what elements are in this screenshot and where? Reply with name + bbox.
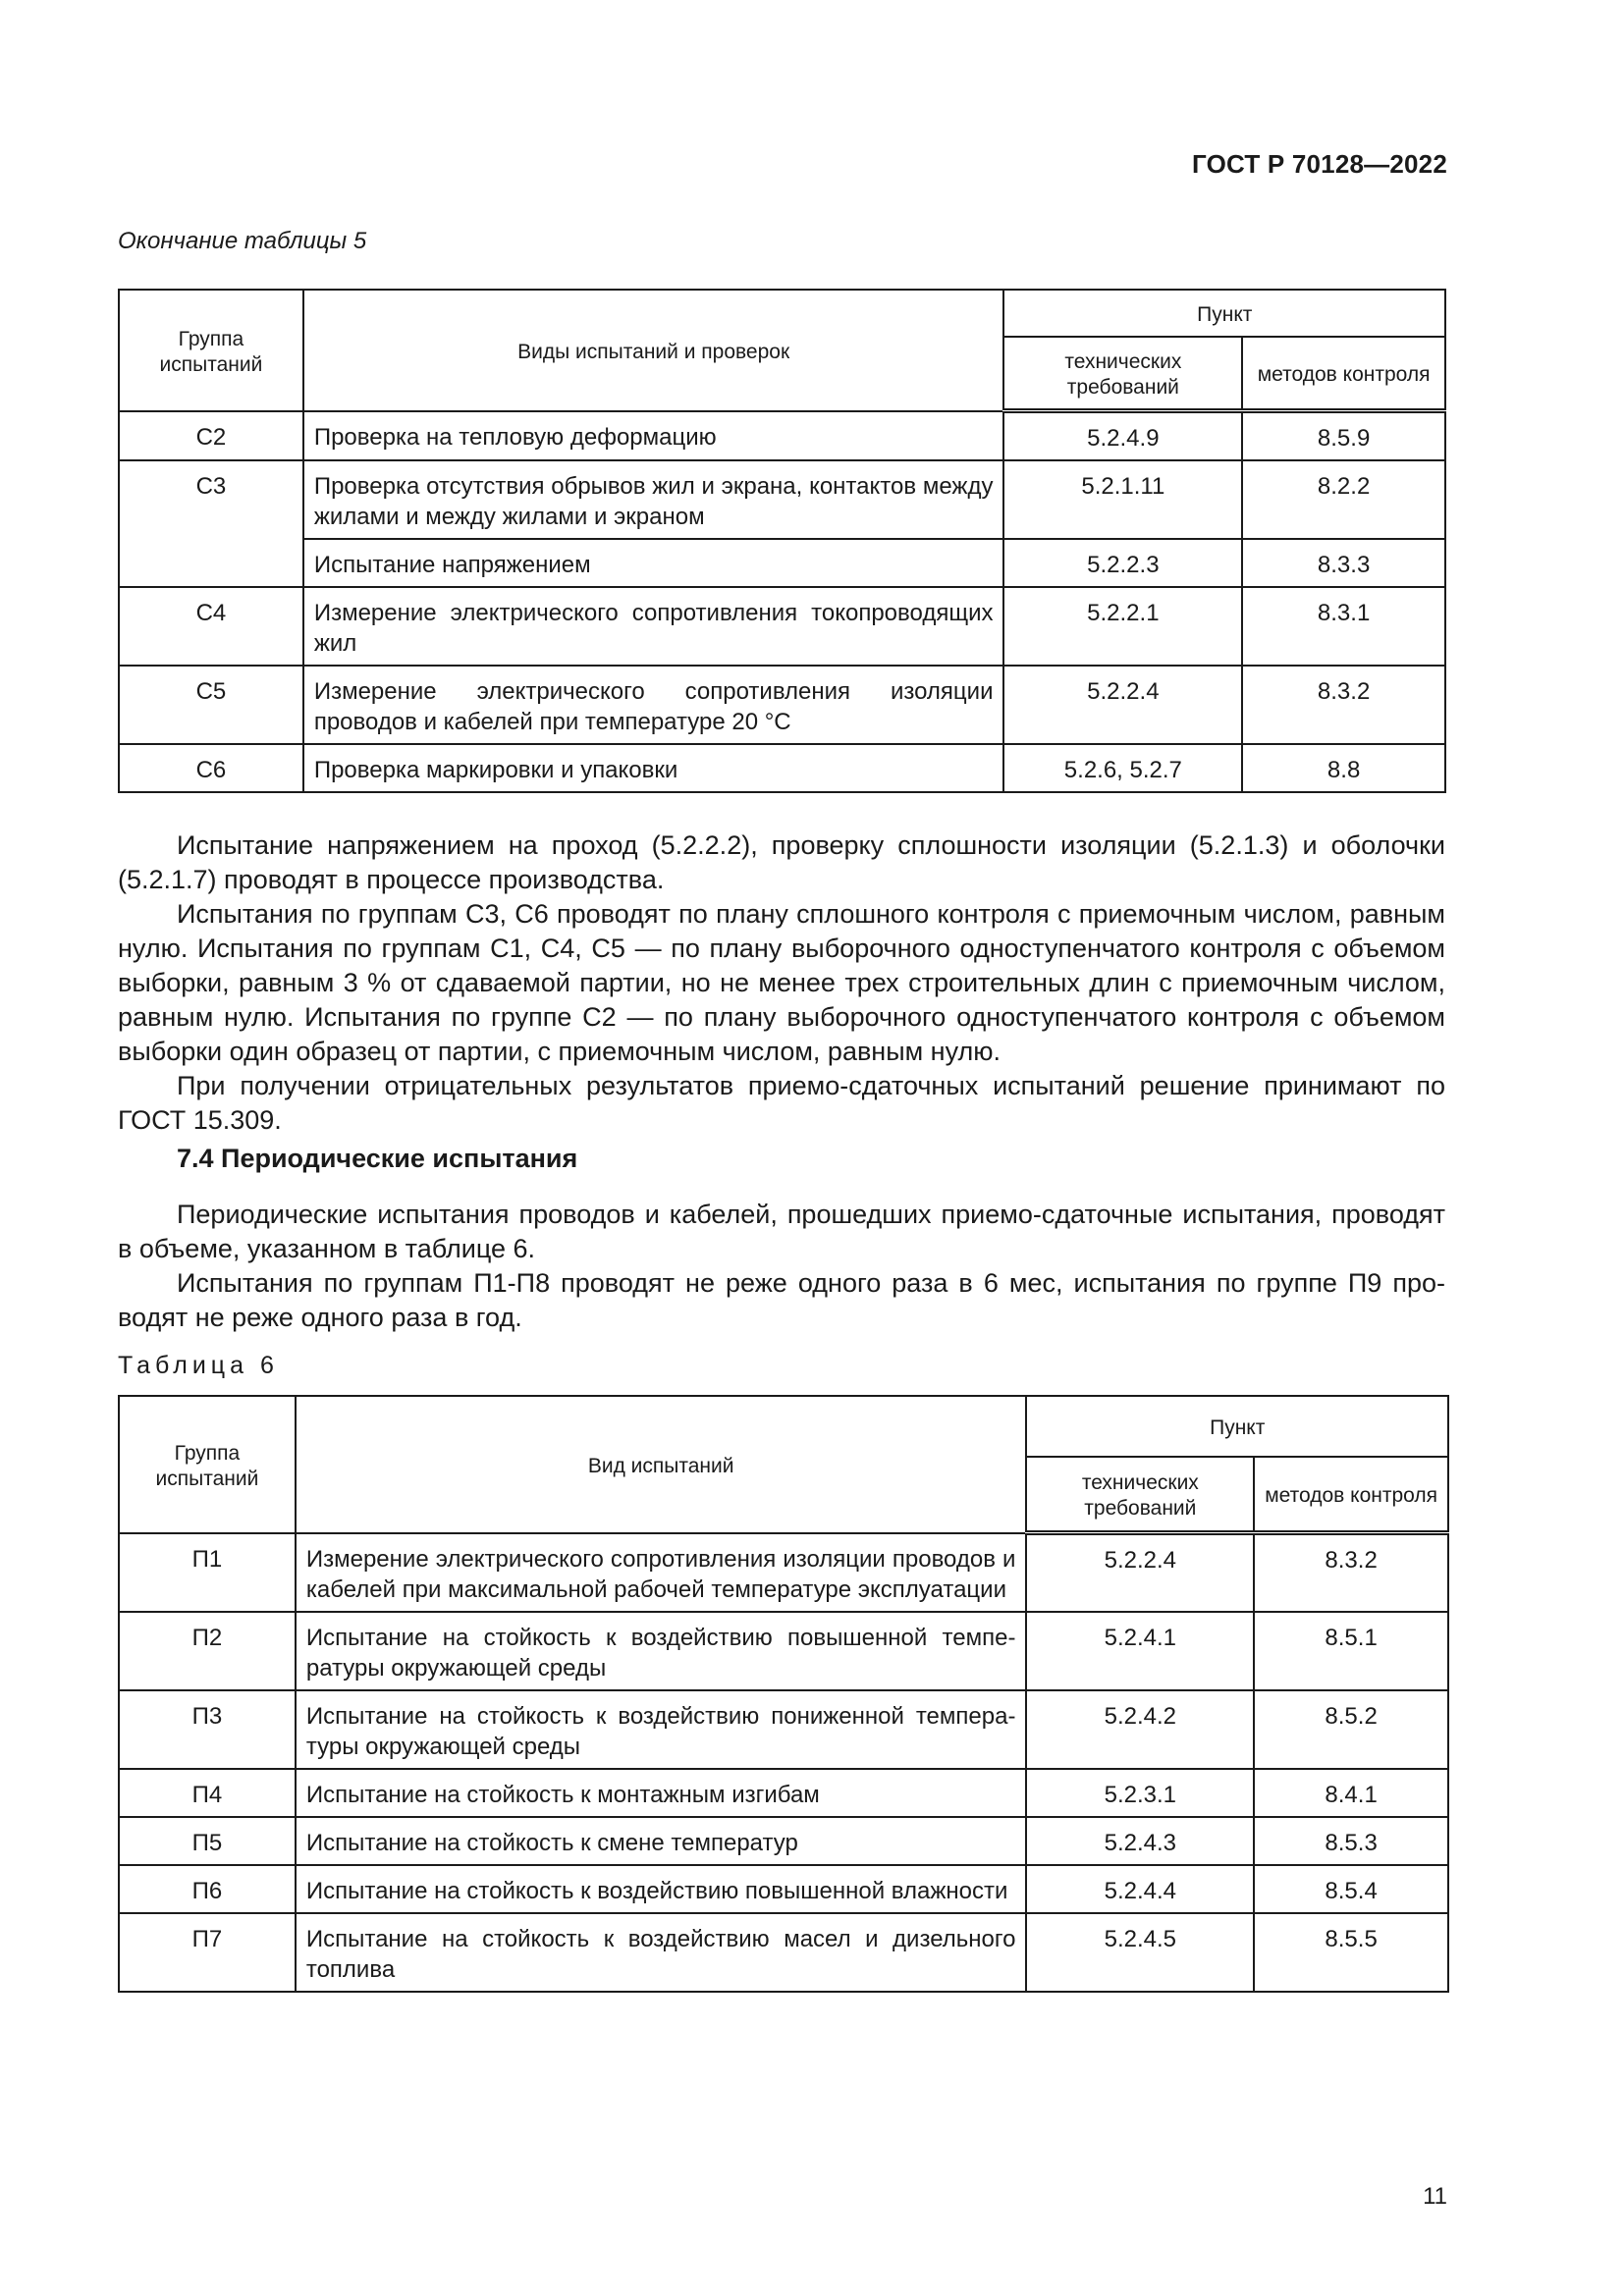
cell-kind: Проверка отсутствия обрывов жил и экрана, контактов между жилами и между жилами и экраном — [303, 460, 1004, 539]
cell-kind: Испытание на стойкость к воздействию повышенной температуры окружающей среды — [296, 1612, 1027, 1690]
header-kind: Виды испытаний и проверок — [303, 290, 1004, 411]
cell-tech: 5.2.2.1 — [1003, 587, 1242, 666]
cell-tech: 5.2.2.4 — [1026, 1533, 1254, 1612]
cell-group: П7 — [119, 1913, 296, 1992]
cell-kind: Испытание на стойкость к смене температур — [296, 1817, 1027, 1865]
table-row — [119, 1533, 1448, 1612]
document-code: ГОСТ Р 70128—2022 — [1192, 149, 1447, 179]
table-row — [119, 1769, 1448, 1817]
cell-kind: Измерение электрического сопротивления изоляции проводов и кабелей при максимальной рабочей температуре эксплуатации — [296, 1533, 1027, 1612]
section-heading: 7.4 Периодические испытания — [177, 1144, 578, 1173]
cell-kind: Измерение электрического сопротивления токопроводящих жил — [303, 587, 1004, 666]
header-group: Группа испытаний — [119, 1396, 296, 1533]
cell-group: С4 — [119, 587, 303, 666]
table-row — [119, 539, 1445, 587]
header-method: методов контроля — [1254, 1457, 1448, 1533]
table-row — [119, 460, 1445, 539]
cell-method: 8.2.2 — [1242, 460, 1445, 539]
cell-method: 8.3.1 — [1242, 587, 1445, 666]
cell-method: 8.5.3 — [1254, 1817, 1448, 1865]
table6-label: Таблица 6 — [118, 1352, 279, 1379]
cell-group: П4 — [119, 1769, 296, 1817]
table-row — [119, 587, 1445, 666]
cell-method: 8.3.3 — [1242, 539, 1445, 587]
header-kind: Вид испытаний — [296, 1396, 1027, 1533]
header-item: Пункт — [1003, 290, 1445, 337]
cell-group: П1 — [119, 1533, 296, 1612]
paragraphs-acceptance — [118, 828, 1445, 1138]
cell-group: П2 — [119, 1612, 296, 1690]
table-5 — [118, 289, 1446, 793]
cell-tech: 5.2.4.4 — [1026, 1865, 1254, 1913]
cell-group: С3 — [119, 460, 303, 587]
cell-kind: Испытание на стойкость к воздействию повышенной влажности — [296, 1865, 1027, 1913]
cell-method: 8.5.5 — [1254, 1913, 1448, 1992]
cell-method: 8.3.2 — [1254, 1533, 1448, 1612]
cell-kind: Измерение электрического сопротивления изоляции проводов и кабелей при температуре 20 °С — [303, 666, 1004, 744]
header-method: методов контроля — [1242, 337, 1445, 411]
cell-tech: 5.2.4.1 — [1026, 1612, 1254, 1690]
header-tech: технических требований — [1003, 337, 1242, 411]
cell-method: 8.3.2 — [1242, 666, 1445, 744]
header-item: Пункт — [1026, 1396, 1448, 1457]
cell-group: П5 — [119, 1817, 296, 1865]
cell-tech: 5.2.2.3 — [1003, 539, 1242, 587]
cell-group: С2 — [119, 411, 303, 461]
cell-kind: Проверка маркировки и упаковки — [303, 744, 1004, 792]
cell-tech: 5.2.4.5 — [1026, 1913, 1254, 1992]
cell-group: С6 — [119, 744, 303, 792]
paragraphs-periodic — [118, 1198, 1445, 1335]
cell-kind: Испытание на стойкость к воздействию пониженной температуры окружающей среды — [296, 1690, 1027, 1769]
cell-group: П6 — [119, 1865, 296, 1913]
cell-kind: Испытание на стойкость к воздействию масел и дизельного топлива — [296, 1913, 1027, 1992]
cell-group: С5 — [119, 666, 303, 744]
table5-caption: Окончание таблицы 5 — [118, 228, 367, 254]
header-tech: технических требований — [1026, 1457, 1254, 1533]
paragraph: Испытание напряжением на проход (5.2.2.2), проверку сплошности изоляции (5.2.1.3) и оболочки (5.2.1.7) проводят в процессе производства. — [118, 830, 1445, 894]
paragraph: При получении отрицательных результатов приемо-сдаточных испытаний решение принимают по ГОСТ 15.309. — [118, 1071, 1445, 1135]
cell-method: 8.5.4 — [1254, 1865, 1448, 1913]
cell-tech: 5.2.4.2 — [1026, 1690, 1254, 1769]
cell-tech: 5.2.3.1 — [1026, 1769, 1254, 1817]
cell-tech: 5.2.6, 5.2.7 — [1003, 744, 1242, 792]
table-row — [119, 1913, 1448, 1992]
table-row — [119, 1865, 1448, 1913]
table-row — [119, 666, 1445, 744]
cell-group: П3 — [119, 1690, 296, 1769]
table-row — [119, 1817, 1448, 1865]
paragraph: Испытания по группам П1-П8 проводят не реже одного раза в 6 мес, испытания по группе П9 проводят не реже одного раза в год. — [118, 1268, 1445, 1332]
cell-tech: 5.2.4.3 — [1026, 1817, 1254, 1865]
cell-kind: Проверка на тепловую деформацию — [303, 411, 1004, 461]
table-6 — [118, 1395, 1449, 1993]
cell-method: 8.5.1 — [1254, 1612, 1448, 1690]
table-row — [119, 411, 1445, 461]
cell-tech: 5.2.2.4 — [1003, 666, 1242, 744]
cell-method: 8.5.2 — [1254, 1690, 1448, 1769]
cell-method: 8.4.1 — [1254, 1769, 1448, 1817]
cell-tech: 5.2.1.11 — [1003, 460, 1242, 539]
table-row — [119, 1690, 1448, 1769]
cell-method: 8.8 — [1242, 744, 1445, 792]
table-row — [119, 744, 1445, 792]
cell-kind: Испытание напряжением — [303, 539, 1004, 587]
paragraph: Испытания по группам С3, С6 проводят по плану сплошного контроля с приемочным числом, равным нулю. Испытания по группам С1, С4, С5 — по плану выборочного одноступенчатого контроля с объемом выборки, равным 3 % от сдаваемой партии, но не менее трех строительных длин с приемочным числом, равным нулю. Испытания по группе С2 — по плану выборочного одноступенчатого контроля с объемом выборки один образец от партии, с приемочным числом, равным нулю. — [118, 899, 1445, 1066]
header-group: Группа испытаний — [119, 290, 303, 411]
paragraph: Периодические испытания проводов и кабелей, прошедших приемо-сдаточные испытания, проводят в объеме, указанном в таблице 6. — [118, 1200, 1445, 1263]
cell-tech: 5.2.4.9 — [1003, 411, 1242, 461]
table-row — [119, 1612, 1448, 1690]
cell-kind: Испытание на стойкость к монтажным изгибам — [296, 1769, 1027, 1817]
page-number: 11 — [1423, 2183, 1447, 2210]
cell-method: 8.5.9 — [1242, 411, 1445, 461]
